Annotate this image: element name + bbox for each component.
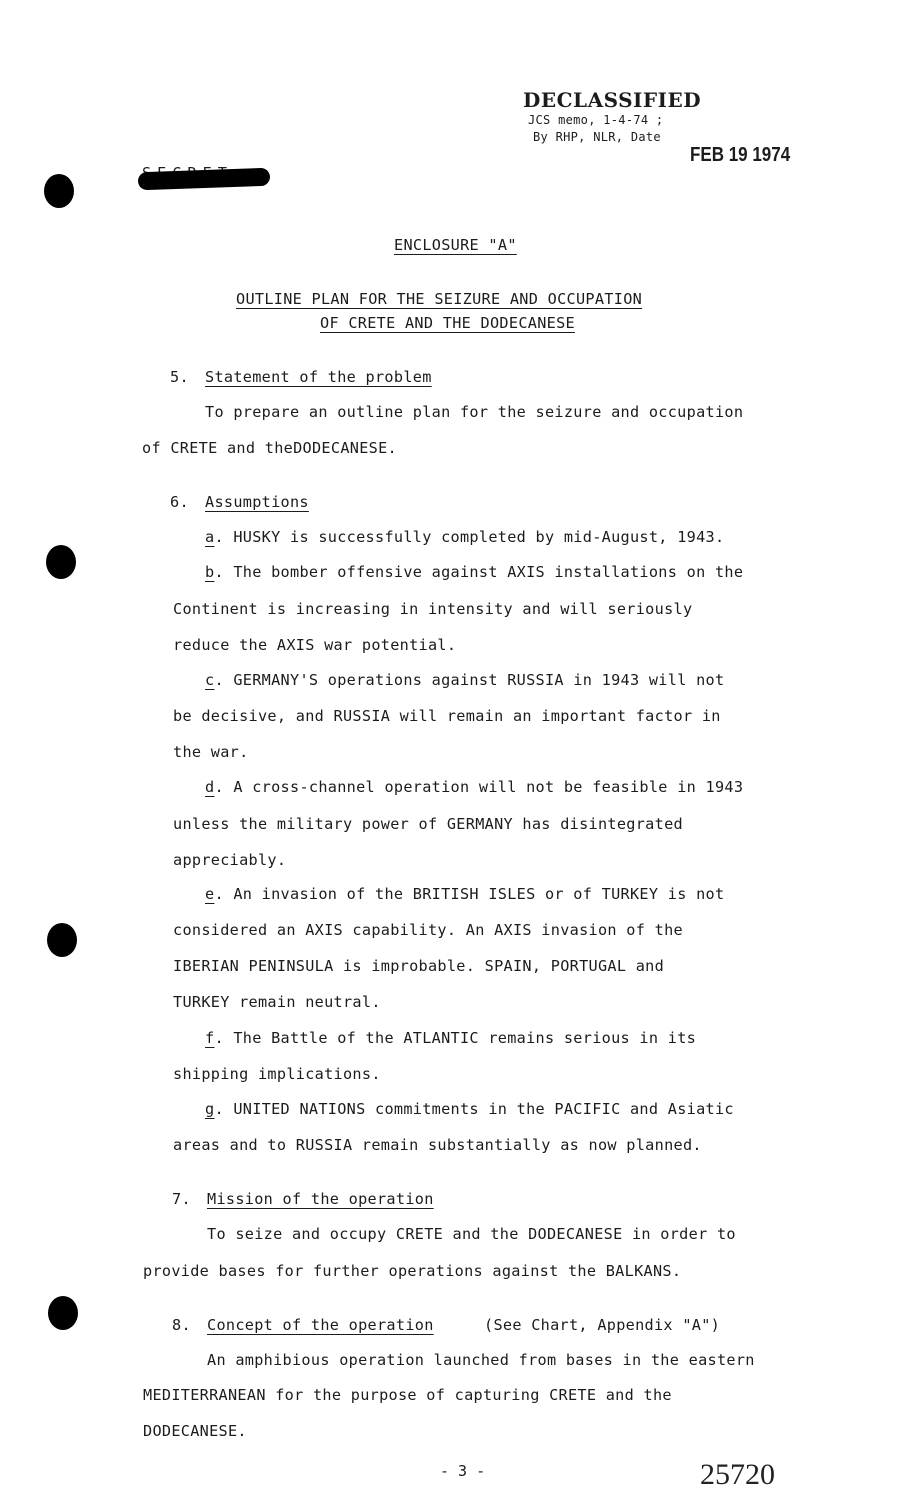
- enclosure-heading: ENCLOSURE "A": [394, 236, 517, 254]
- handwritten-number: 25720: [700, 1458, 775, 1491]
- section-7-number: 7.: [172, 1190, 191, 1208]
- section-5-number: 5.: [170, 368, 189, 386]
- assumption-g-line-2: areas and to RUSSIA remain substantially as now planned.: [173, 1136, 702, 1154]
- declassified-stamp-by: By RHP, NLR, Date: [533, 130, 661, 144]
- declassified-stamp-memo: JCS memo, 1-4-74 ;: [528, 113, 664, 127]
- assumption-d-letter: d: [205, 778, 215, 796]
- assumption-f-line-1: . The Battle of the ATLANTIC remains serious in its: [214, 1029, 697, 1047]
- section-8-chart-reference: (See Chart, Appendix "A"): [484, 1316, 721, 1334]
- assumption-b-letter: b: [205, 563, 215, 581]
- classification-redaction: [138, 168, 271, 191]
- section-5-line-2: of CRETE and theDODECANESE.: [142, 439, 397, 457]
- section-7-heading: Mission of the operation: [207, 1190, 434, 1208]
- section-8-line-1: An amphibious operation launched from bases in the eastern: [207, 1351, 755, 1369]
- assumption-g-letter: g: [205, 1100, 215, 1118]
- section-7-line-1: To seize and occupy CRETE and the DODECANESE in order to: [207, 1225, 736, 1243]
- assumption-e-line-4: TURKEY remain neutral.: [173, 993, 381, 1011]
- assumption-e-line-3: IBERIAN PENINSULA is improbable. SPAIN, PORTUGAL and: [173, 957, 665, 975]
- assumption-e-line-2: considered an AXIS capability. An AXIS invasion of the: [173, 921, 683, 939]
- section-6-number: 6.: [170, 493, 189, 511]
- assumption-b-line-1: . The bomber offensive against AXIS installations on the: [214, 563, 744, 581]
- assumption-e-line-1: . An invasion of the BRITISH ISLES or of TURKEY is not: [214, 885, 725, 903]
- assumption-c-letter: c: [205, 671, 215, 689]
- assumption-c-line-2: be decisive, and RUSSIA will remain an important factor in: [173, 707, 721, 725]
- page-number: - 3 -: [440, 1462, 486, 1480]
- plan-title-line-1: OUTLINE PLAN FOR THE SEIZURE AND OCCUPATION: [236, 290, 643, 308]
- section-5-line-1: To prepare an outline plan for the seizure and occupation: [205, 403, 744, 421]
- section-8-number: 8.: [172, 1316, 191, 1334]
- assumption-a-letter: a: [205, 528, 215, 546]
- assumption-g-line-1: . UNITED NATIONS commitments in the PACIFIC and Asiatic: [214, 1100, 734, 1118]
- declassified-stamp-title: DECLASSIFIED: [523, 88, 702, 112]
- declassified-stamp-date: FEB 19 1974: [690, 144, 791, 166]
- assumption-f-line-2: shipping implications.: [173, 1065, 381, 1083]
- punch-hole-1: [44, 174, 74, 208]
- section-5-heading: Statement of the problem: [205, 368, 432, 386]
- assumption-c-line-1: . GERMANY'S operations against RUSSIA in 1943 will not: [214, 671, 725, 689]
- assumption-e-letter: e: [205, 885, 215, 903]
- plan-title-line-2: OF CRETE AND THE DODECANESE: [320, 314, 575, 332]
- punch-hole-3: [47, 923, 77, 957]
- section-6-heading: Assumptions: [205, 493, 309, 511]
- section-8-line-3: DODECANESE.: [143, 1422, 247, 1440]
- section-8-line-2: MEDITERRANEAN for the purpose of capturing CRETE and the: [143, 1386, 672, 1404]
- assumption-b: [205, 563, 743, 581]
- section-8-heading: Concept of the operation: [207, 1316, 434, 1334]
- assumption-d: [205, 778, 743, 796]
- punch-hole-2: [46, 545, 76, 579]
- assumption-g: [205, 1100, 734, 1118]
- assumption-c-line-3: the war.: [173, 743, 249, 761]
- assumption-f-letter: f: [205, 1029, 215, 1047]
- assumption-a: [205, 528, 724, 546]
- assumption-d-line-2: unless the military power of GERMANY has disintegrated: [173, 815, 683, 833]
- assumption-c: [205, 671, 724, 689]
- assumption-a-line-1: . HUSKY is successfully completed by mid-August, 1943.: [214, 528, 725, 546]
- assumption-b-line-2: Continent is increasing in intensity and will seriously: [173, 600, 693, 618]
- punch-hole-4: [48, 1296, 78, 1330]
- assumption-e: [205, 885, 724, 903]
- assumption-d-line-3: appreciably.: [173, 851, 287, 869]
- assumption-d-line-1: . A cross-channel operation will not be feasible in 1943: [214, 778, 744, 796]
- assumption-b-line-3: reduce the AXIS war potential.: [173, 636, 457, 654]
- assumption-f: [205, 1029, 696, 1047]
- section-7-line-2: provide bases for further operations against the BALKANS.: [143, 1262, 682, 1280]
